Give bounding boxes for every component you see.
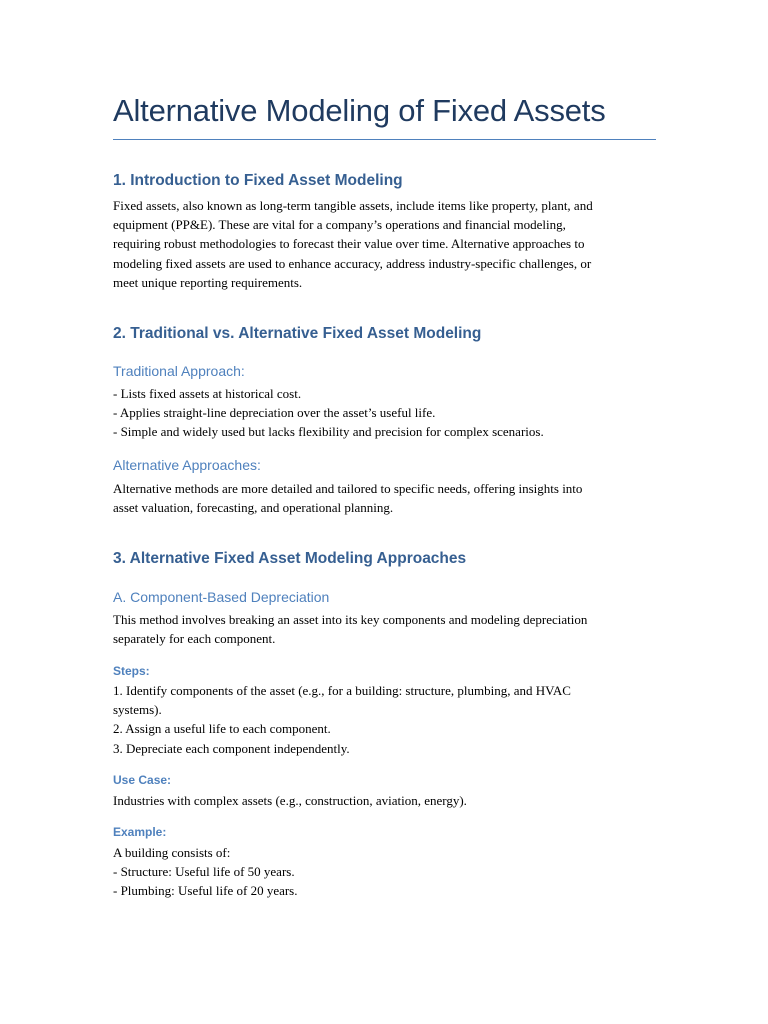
subsection-a-heading: A. Component-Based Depreciation [113, 589, 330, 605]
paragraph-line: requiring robust methodologies to forecast their value over time. Alternative approaches to [113, 236, 585, 252]
paragraph-line: separately for each component. [113, 631, 276, 647]
paragraph-line: Fixed assets, also known as long-term tangible assets, include items like property, plant, and [113, 198, 593, 213]
use-case-text [113, 791, 656, 810]
list-item: - Plumbing: Useful life of 20 years. [113, 883, 298, 899]
paragraph-line: Alternative methods are more detailed and tailored to specific needs, offering insights into [113, 481, 583, 496]
section-2-heading: 2. Traditional vs. Alternative Fixed Asset Modeling [113, 325, 482, 342]
paragraph-line: meet unique reporting requirements. [113, 274, 303, 290]
paragraph-line: Industries with complex assets (e.g., construction, aviation, energy). [113, 793, 467, 808]
use-case-heading: Use Case: [113, 773, 172, 787]
document-title: Alternative Modeling of Fixed Assets [113, 93, 606, 128]
section-1-paragraph [113, 196, 656, 292]
list-item: - Applies straight-line depreciation over the asset’s useful life. [113, 405, 436, 421]
list-item: 2. Assign a useful life to each component. [113, 721, 331, 737]
traditional-approach-heading: Traditional Approach: [113, 363, 245, 379]
list-item: systems). [113, 702, 162, 718]
paragraph-line: asset valuation, forecasting, and operational planning. [113, 500, 394, 516]
traditional-approach-list [113, 384, 656, 442]
list-item: - Simple and widely used but lacks flexibility and precision for complex scenarios. [113, 424, 544, 440]
paragraph-line: modeling fixed assets are used to enhance accuracy, address industry-specific challenges, or [113, 255, 592, 271]
section-1-heading: 1. Introduction to Fixed Asset Modeling [113, 172, 403, 189]
list-item: 1. Identify components of the asset (e.g., for a building: structure, plumbing, and HVAC [113, 683, 571, 698]
list-item: 3. Depreciate each component independently. [113, 740, 350, 756]
paragraph-line: This method involves breaking an asset into its key components and modeling depreciation [113, 612, 588, 627]
list-item: - Structure: Useful life of 50 years. [113, 864, 295, 880]
steps-heading: Steps: [113, 664, 150, 678]
example-list [113, 843, 656, 901]
paragraph-line: equipment (PP&E). These are vital for a company’s operations and financial modeling, [113, 217, 566, 233]
section-3-heading: 3. Alternative Fixed Asset Modeling Approaches [113, 550, 467, 567]
list-item: - Lists fixed assets at historical cost. [113, 386, 302, 401]
subsection-a-intro [113, 610, 656, 648]
title-underline [113, 139, 656, 140]
alternative-approaches-heading: Alternative Approaches: [113, 457, 261, 473]
steps-list [113, 681, 656, 758]
example-heading: Example: [113, 825, 167, 839]
alternative-approaches-paragraph [113, 479, 656, 517]
list-item: A building consists of: [113, 845, 231, 860]
